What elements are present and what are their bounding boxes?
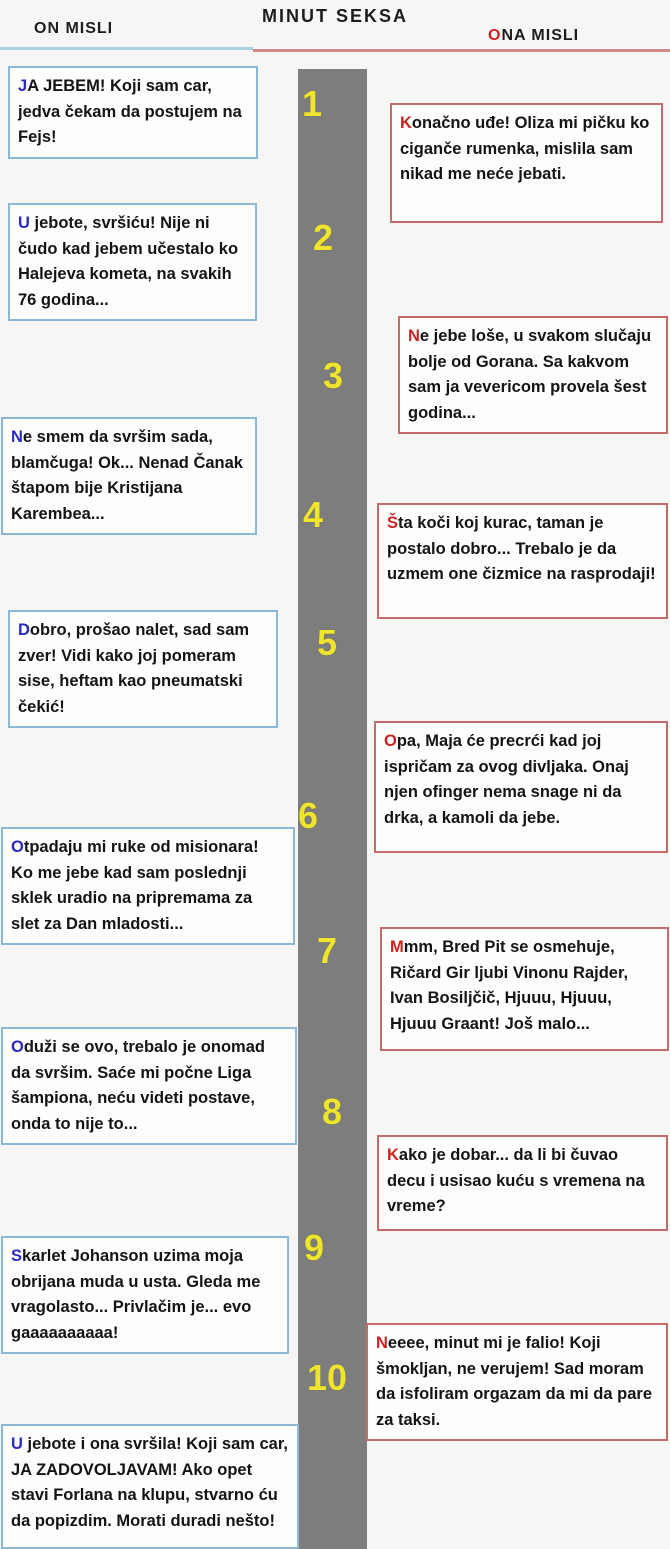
timeline-number-6: 6 xyxy=(298,795,319,836)
his-thought-3 xyxy=(1,417,257,535)
his-thought-2 xyxy=(8,203,257,321)
his-thought-1 xyxy=(8,66,258,159)
thought-text: A JEBEM! Koji sam car, jedva čekam da postujem na Fejs! xyxy=(18,77,242,147)
his-thought-4 xyxy=(8,610,278,728)
first-letter: N xyxy=(11,428,23,446)
thought-text: jebote i ona svršila! Koji sam car, JA ZADOVOLJAVAM! Ako opet stavi Forlana na klupu, stvarno ću da popizdim. Morati duradi nešto! xyxy=(11,1435,288,1530)
timeline-number-1: 1 xyxy=(302,83,323,124)
her-thought-4 xyxy=(374,721,668,853)
his-thought-7 xyxy=(1,1236,289,1354)
timeline-number-3: 3 xyxy=(323,355,344,396)
first-letter: N xyxy=(376,1334,388,1352)
her-thought-5 xyxy=(380,927,669,1051)
first-letter: N xyxy=(408,327,420,345)
first-letter: U xyxy=(18,214,30,232)
her-thought-1 xyxy=(390,103,663,223)
first-letter: K xyxy=(400,114,412,132)
first-letter: S xyxy=(11,1247,23,1265)
her-thought-3 xyxy=(377,503,668,619)
thought-text: karlet Johanson uzima moja obrijana muda u usta. Gleda me vragolasto... Privlačim je... evo gaaaaaaaaaa! xyxy=(11,1247,261,1342)
timeline-number-8: 8 xyxy=(322,1091,343,1132)
divider-blue xyxy=(0,47,253,50)
thought-text: pa, Maja će precrći kad joj ispričam za ovog divljaka. Onaj njen ofinger nema snage ni da drka, a kamoli da jebe. xyxy=(384,732,629,827)
her-column-label xyxy=(488,27,579,45)
his-column-label: ON MISLI xyxy=(34,20,114,37)
timeline-number-2: 2 xyxy=(313,217,334,258)
her-thought-2 xyxy=(398,316,668,434)
first-letter: Š xyxy=(387,514,399,532)
timeline-number-4: 4 xyxy=(303,494,324,535)
timeline-number-10: 10 xyxy=(307,1357,348,1398)
timeline-number-9: 9 xyxy=(304,1227,325,1268)
divider-red xyxy=(253,49,670,52)
thought-text: ta koči koj kurac, taman je postalo dobro... Trebalo je da uzmem one čizmice na rasprodaji! xyxy=(387,514,656,584)
his-thought-5 xyxy=(1,827,295,945)
first-letter: O xyxy=(384,732,397,750)
first-letter: M xyxy=(390,938,404,956)
thought-text: tpadaju mi ruke od misionara! Ko me jebe kad sam poslednji sklek uradio na pripremama za slet za Dan mladosti... xyxy=(11,838,259,933)
first-letter: D xyxy=(18,621,30,639)
thought-text: obro, prošao nalet, sad sam zver! Vidi kako joj pomeram sise, heftam kao pneumatski čekić! xyxy=(18,621,250,716)
first-letter: O xyxy=(11,838,24,856)
thought-text: e jebe loše, u svakom slučaju bolje od Gorana. Sa kakvom sam ja vevericom provela šest godina... xyxy=(408,327,652,422)
thought-text: ako je dobar... da li bi čuvao decu i usisao kuću s vremena na vreme? xyxy=(387,1146,645,1216)
first-letter: O xyxy=(11,1038,24,1056)
first-letter: J xyxy=(18,77,28,95)
page-title: MINUT SEKSA xyxy=(261,6,408,26)
first-letter: U xyxy=(11,1435,23,1453)
timeline-number-7: 7 xyxy=(317,930,338,971)
thought-text: jebote, svršiću! Nije ni čudo kad jebem učestalo ko Halejeva kometa, na svakih 76 godina... xyxy=(18,214,239,309)
thought-text: duži se ovo, trebalo je onomad da svršim. Saće mi počne Liga šampiona, neću videti postave, onda to nije to... xyxy=(11,1038,265,1133)
thought-text: onačno uđe! Oliza mi pičku ko ciganče rumenka, mislila sam nikad me neće jebati. xyxy=(400,114,650,184)
her-thought-7 xyxy=(366,1323,668,1441)
his-thought-6 xyxy=(1,1027,297,1145)
her-column-label-first-letter: O xyxy=(488,27,502,44)
timeline-number-5: 5 xyxy=(317,622,338,663)
her-thought-6 xyxy=(377,1135,668,1231)
first-letter: K xyxy=(387,1146,399,1164)
her-column-label-rest: NA MISLI xyxy=(501,27,580,44)
thought-text: e smem da svršim sada, blamčuga! Ok... Nenad Čanak štapom bije Kristijana Karembea... xyxy=(11,428,243,523)
thought-text: eeee, minut mi je falio! Koji šmokljan, ne verujem! Sad moram da isfoliram orgazam da mi da pare za taksi. xyxy=(376,1334,653,1429)
thought-text: mm, Bred Pit se osmehuje, Ričard Gir ljubi Vinonu Rajder, Ivan Bosiljčič, Hjuuu, Hjuuu, Hjuuu Graant! Još malo... xyxy=(390,938,629,1033)
his-thought-8 xyxy=(1,1424,299,1549)
